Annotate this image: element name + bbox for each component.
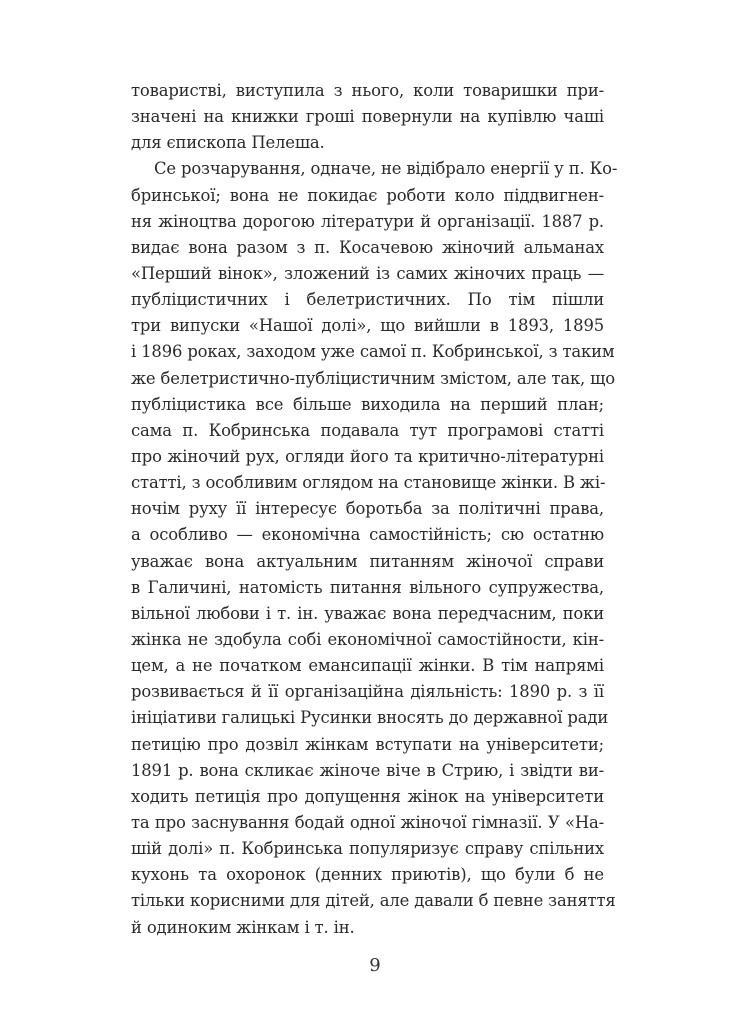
text-line: а особливо — економічна самостійність; сю остатню xyxy=(131,525,604,545)
text-line: та про заснування бодай одної жіночої гімназії. У «На- xyxy=(131,812,604,832)
text-line: петицію про дозвіл жінкам вступати на університети; xyxy=(131,734,604,754)
text-line: розвивається й її організаційна діяльність: 1890 р. з її xyxy=(131,682,604,702)
text-line: в Галичині, натомість питання вільного супружества, xyxy=(131,577,604,597)
text-line: публіцистика все більше виходила на перший план; xyxy=(131,394,604,414)
text-line: уважає вона актуальним питанням жіночої справи xyxy=(131,551,604,571)
page-number: 9 xyxy=(369,955,381,976)
text-line: й одиноким жінкам і т. ін. xyxy=(131,917,355,937)
text-line: вільної любови і т. ін. уважає вона передчасним, поки xyxy=(131,603,604,623)
text-line: про жіночий рух, огляди його та критично-літературні xyxy=(131,446,604,466)
text-line: тільки корисними для дітей, але давали б певне заняття xyxy=(131,891,616,911)
paragraph-first-line: Се розчарування, одначе, не відібрало енергії у п. Ко- xyxy=(154,159,618,179)
text-line: товаристві, виступила з нього, коли товаришки при- xyxy=(131,81,604,100)
text-line: публіцистичних і белетристичних. По тім пішли xyxy=(131,290,604,310)
text-line: кухонь та охоронок (денних приютів), що були б не xyxy=(131,865,604,885)
text-line: же белетристично-публіцистичним змістом, але так, що xyxy=(131,368,615,388)
text-line: значені на книжки гроші повернули на купівлю чаші xyxy=(131,107,604,127)
text-line: ходить петиція про допущення жінок на університети xyxy=(131,786,604,806)
text-line: цем, а не початком емансипації жінки. В тім напрямі xyxy=(131,656,604,676)
text-line: «Перший вінок», зложений із самих жіночих праць — xyxy=(131,263,604,283)
text-line: ня жіноцтва дорогою літератури й організації. 1887 р. xyxy=(131,211,604,231)
text-line: бринської; вона не покидає роботи коло піддвигнен- xyxy=(131,185,604,205)
text-line: статті, з особливим оглядом на становище жінки. В жі- xyxy=(131,473,606,493)
text-line: 1891 р. вона скликає жіноче віче в Стрию, і звідти ви- xyxy=(131,760,604,780)
text-line: ночім руху її інтересує боротьба за політичні права, xyxy=(131,499,604,519)
text-line: і 1896 роках, заходом уже самої п. Кобринської, з таким xyxy=(131,342,615,362)
text-line: сама п. Кобринська подавала тут програмові статті xyxy=(131,420,604,440)
text-line: шій долі» п. Кобринська популяризує справу спільних xyxy=(131,839,604,859)
text-line: жінка не здобула собі економічної самостійности, кін- xyxy=(131,629,604,649)
text-line: три випуски «Нашої долі», що вийшли в 1893, 1895 xyxy=(131,316,604,336)
text-line: для єпископа Пелеша. xyxy=(131,133,325,153)
body-text xyxy=(131,78,618,941)
text-line: видає вона разом з п. Косачевою жіночий альманах xyxy=(131,237,604,257)
text-line: ініціативи галицькі Русинки вносять до державної ради xyxy=(131,708,609,728)
